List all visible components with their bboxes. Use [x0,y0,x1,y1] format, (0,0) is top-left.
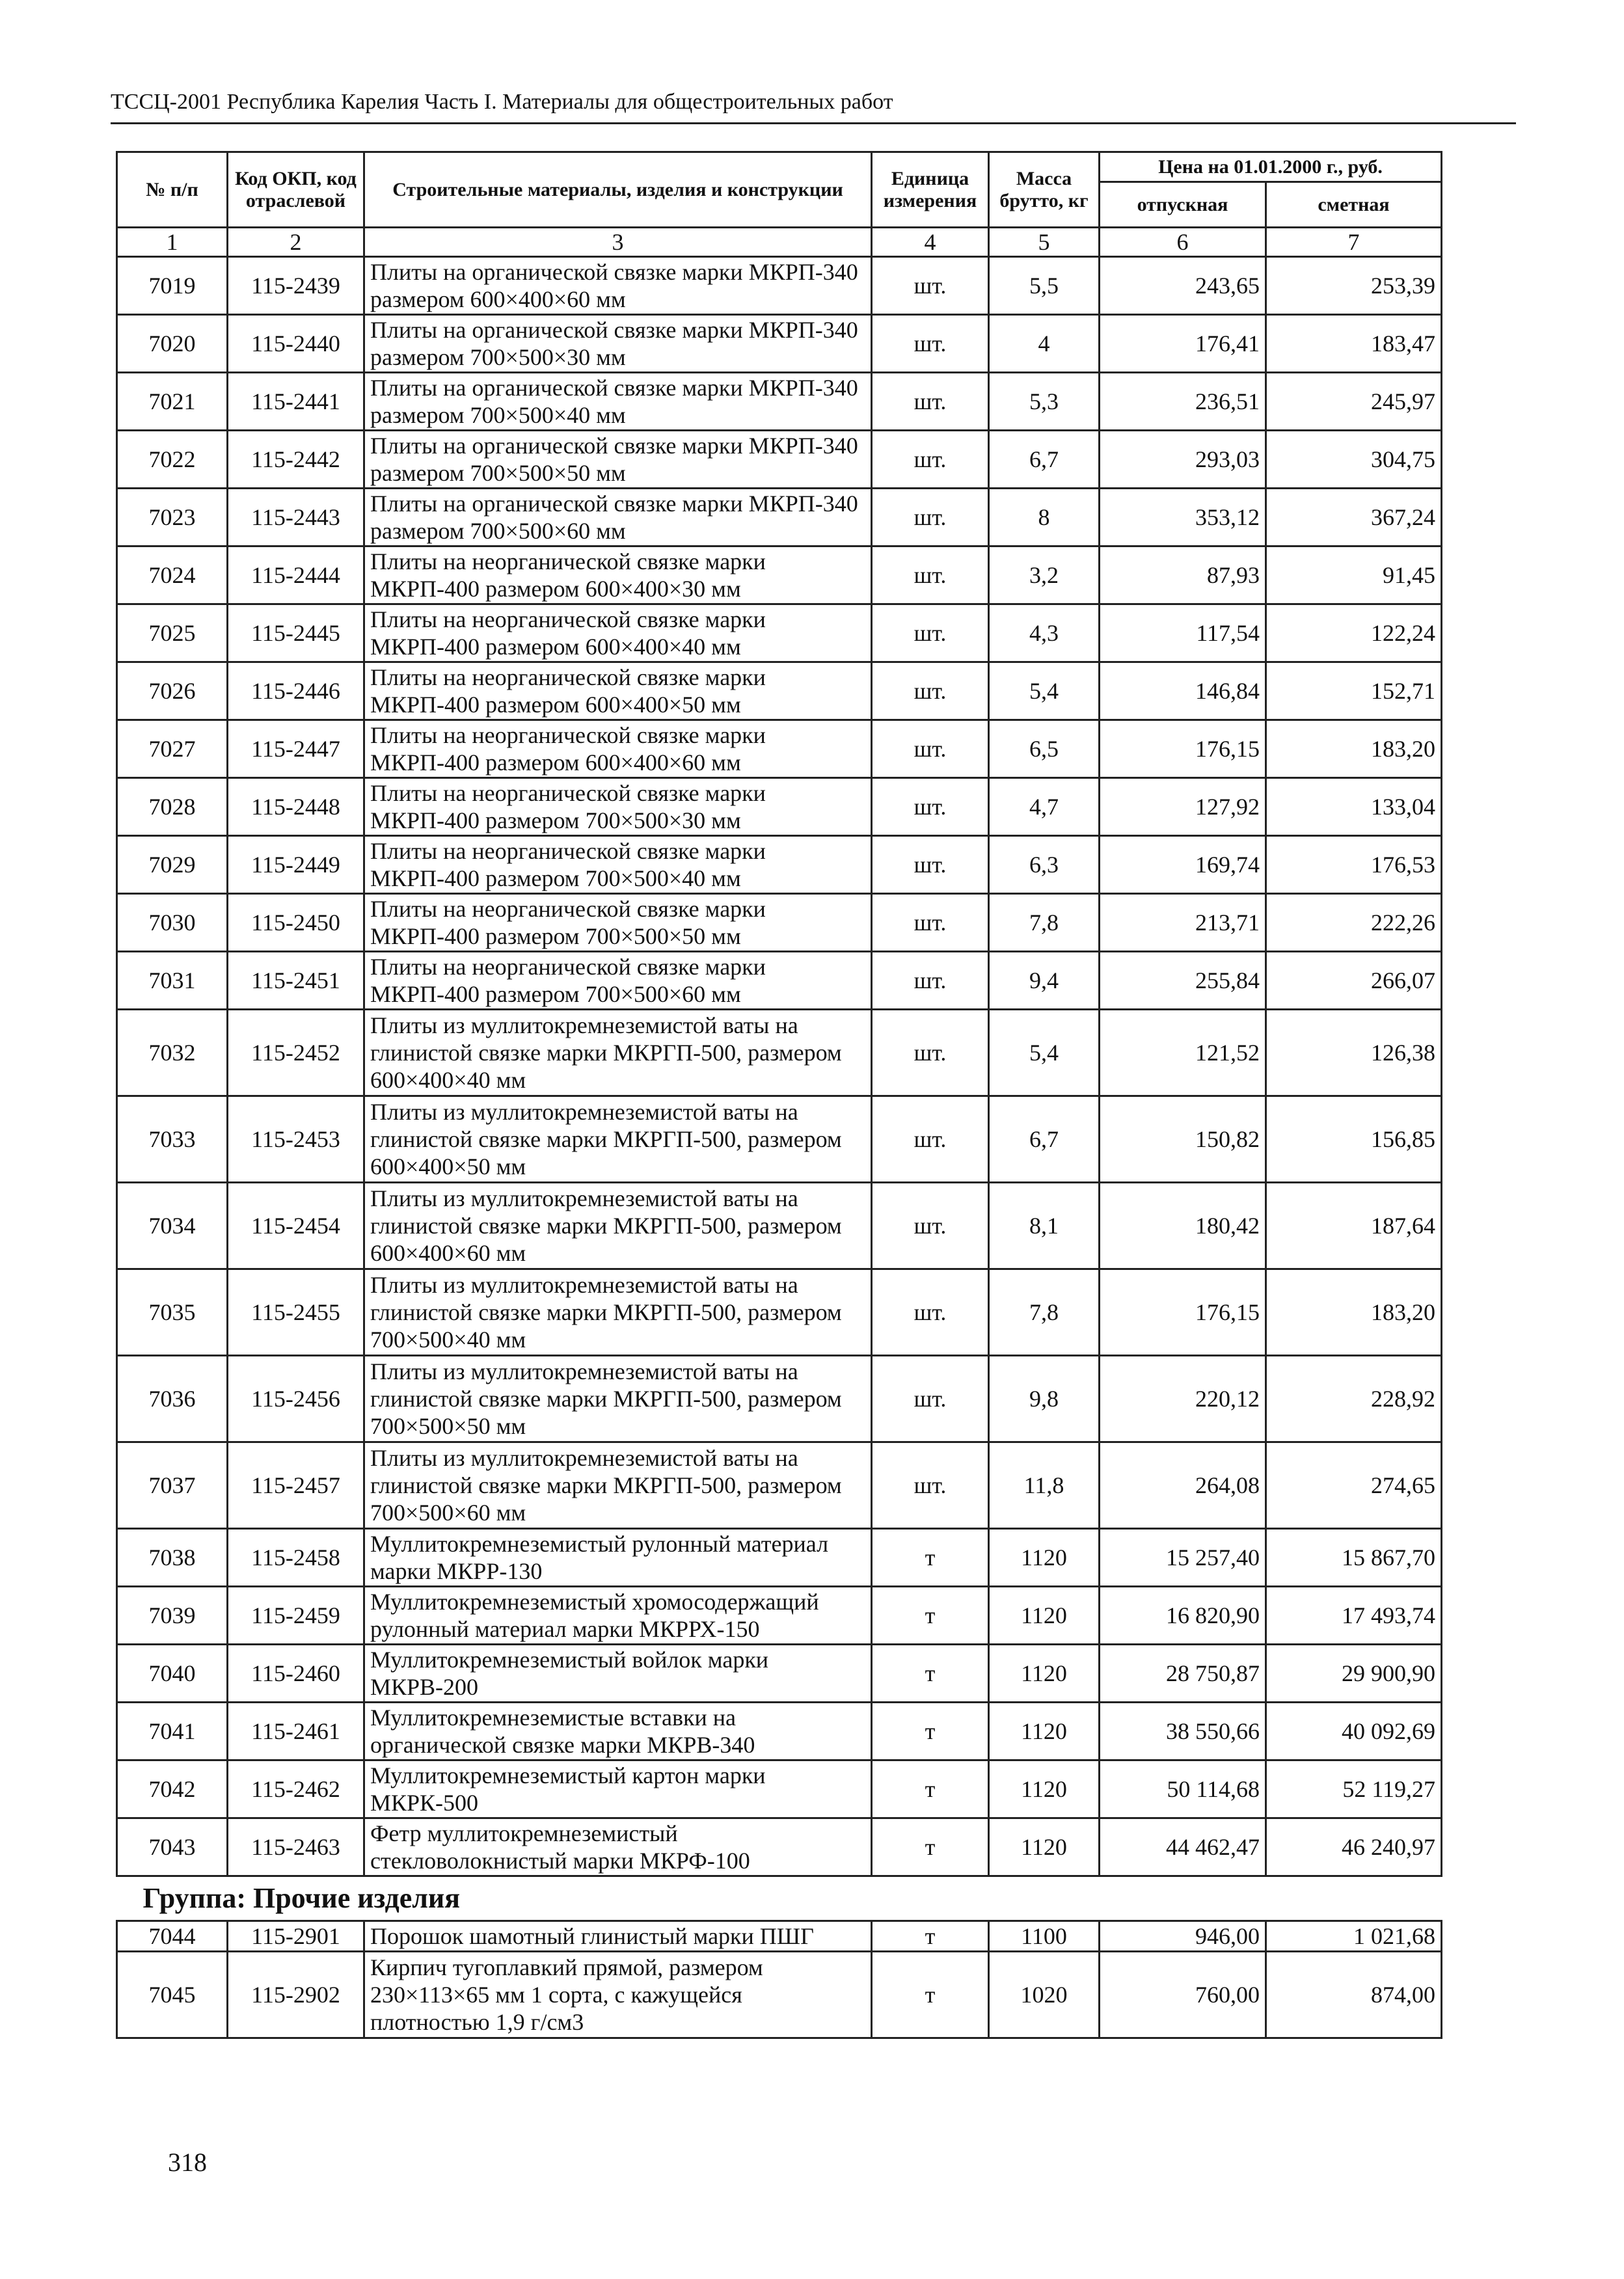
row-number: 7032 [117,1010,228,1096]
row-number: 7035 [117,1269,228,1356]
table-row [117,778,1442,836]
table-row [117,1529,1442,1587]
row-name: Плиты из муллитокремнеземистой ваты на глинистой связке марки МКРГП-500, размером 700×500×60 мм [364,1442,872,1529]
column-number: 5 [989,228,1100,257]
row-code: 115-2462 [228,1760,364,1818]
row-estimate: 874,00 [1266,1952,1442,2038]
row-mass: 1020 [989,1952,1100,2038]
table-row [117,1645,1442,1703]
row-estimate: 176,53 [1266,836,1442,894]
row-price: 38 550,66 [1100,1703,1266,1760]
group-row [117,1876,1442,1921]
row-price: 44 462,47 [1100,1818,1266,1876]
column-number: 3 [364,228,872,257]
row-estimate: 17 493,74 [1266,1587,1442,1645]
row-price: 243,65 [1100,257,1266,315]
row-estimate: 222,26 [1266,894,1442,952]
row-name: Плиты на неорганической связке марки МКРП-400 размером 600×400×30 мм [364,546,872,604]
row-code: 115-2457 [228,1442,364,1529]
row-name: Порошок шамотный глинистый марки ПШГ [364,1921,872,1952]
row-unit: т [872,1952,989,2038]
row-code: 115-2445 [228,604,364,662]
table-row [117,1356,1442,1442]
row-price: 176,15 [1100,1269,1266,1356]
row-code: 115-2442 [228,431,364,489]
row-code: 115-2452 [228,1010,364,1096]
row-code: 115-2441 [228,373,364,431]
table-row [117,836,1442,894]
row-price: 28 750,87 [1100,1645,1266,1703]
row-mass: 9,8 [989,1356,1100,1442]
row-unit: т [872,1645,989,1703]
row-estimate: 183,20 [1266,1269,1442,1356]
row-number: 7028 [117,778,228,836]
row-name: Муллитокремнеземистые вставки на органической связке марки МКРВ-340 [364,1703,872,1760]
row-code: 115-2440 [228,315,364,373]
row-mass: 6,7 [989,1096,1100,1183]
header-rule [111,122,1516,124]
row-price: 293,03 [1100,431,1266,489]
row-unit: шт. [872,315,989,373]
row-unit: шт. [872,1096,989,1183]
row-code: 115-2444 [228,546,364,604]
row-name: Плиты на органической связке марки МКРП-340 размером 700×500×50 мм [364,431,872,489]
column-number-row [117,228,1442,257]
row-estimate: 183,47 [1266,315,1442,373]
row-name: Плиты из муллитокремнеземистой ваты на глинистой связке марки МКРГП-500, размером 700×500×40 мм [364,1269,872,1356]
row-name: Плиты на неорганической связке марки МКРП-400 размером 700×500×60 мм [364,952,872,1010]
row-number: 7039 [117,1587,228,1645]
row-unit: шт. [872,836,989,894]
row-code: 115-2451 [228,952,364,1010]
page-number: 318 [168,2148,207,2177]
row-code: 115-2901 [228,1921,364,1952]
row-name: Фетр муллитокремнеземистый стекловолокнистый марки МКРФ-100 [364,1818,872,1876]
row-price: 117,54 [1100,604,1266,662]
row-unit: т [872,1818,989,1876]
row-estimate: 156,85 [1266,1096,1442,1183]
row-mass: 3,2 [989,546,1100,604]
row-code: 115-2461 [228,1703,364,1760]
row-mass: 9,4 [989,952,1100,1010]
row-price: 15 257,40 [1100,1529,1266,1587]
row-name: Плиты из муллитокремнеземистой ваты на глинистой связке марки МКРГП-500, размером 600×400×40 мм [364,1010,872,1096]
col-header-no: № п/п [117,152,228,228]
row-number: 7019 [117,257,228,315]
col-header-price: отпускная [1100,182,1266,228]
row-unit: шт. [872,952,989,1010]
row-price: 255,84 [1100,952,1266,1010]
row-mass: 5,4 [989,662,1100,720]
row-name: Плиты на неорганической связке марки МКРП-400 размером 600×400×50 мм [364,662,872,720]
row-unit: шт. [872,662,989,720]
row-price: 236,51 [1100,373,1266,431]
row-price: 150,82 [1100,1096,1266,1183]
materials-table [116,151,1442,2039]
row-unit: шт. [872,431,989,489]
row-name: Плиты на органической связке марки МКРП-340 размером 600×400×60 мм [364,257,872,315]
row-mass: 8,1 [989,1183,1100,1269]
row-mass: 5,3 [989,373,1100,431]
row-unit: шт. [872,489,989,546]
row-name: Муллитокремнеземистый войлок марки МКРВ-200 [364,1645,872,1703]
row-name: Плиты из муллитокремнеземистой ваты на глинистой связке марки МКРГП-500, размером 600×400×60 мм [364,1183,872,1269]
row-name: Муллитокремнеземистый хромосодержащий рулонный материал марки МКРРХ-150 [364,1587,872,1645]
row-number: 7037 [117,1442,228,1529]
row-name: Плиты на органической связке марки МКРП-340 размером 700×500×30 мм [364,315,872,373]
row-code: 115-2460 [228,1645,364,1703]
row-number: 7021 [117,373,228,431]
row-unit: т [872,1760,989,1818]
row-price: 353,12 [1100,489,1266,546]
row-price: 127,92 [1100,778,1266,836]
column-number: 6 [1100,228,1266,257]
table-row [117,1952,1442,2038]
col-header-mass: Масса брутто, кг [989,152,1100,228]
col-header-code: Код ОКП, код отраслевой [228,152,364,228]
row-unit: шт. [872,720,989,778]
row-price: 760,00 [1100,1952,1266,2038]
row-mass: 4,3 [989,604,1100,662]
row-price: 169,74 [1100,836,1266,894]
table-row [117,604,1442,662]
row-mass: 8 [989,489,1100,546]
row-code: 115-2446 [228,662,364,720]
table-row [117,1010,1442,1096]
row-number: 7043 [117,1818,228,1876]
row-estimate: 367,24 [1266,489,1442,546]
row-mass: 1120 [989,1703,1100,1760]
row-estimate: 91,45 [1266,546,1442,604]
row-code: 115-2443 [228,489,364,546]
row-estimate: 274,65 [1266,1442,1442,1529]
row-unit: шт. [872,1269,989,1356]
row-number: 7026 [117,662,228,720]
row-name: Плиты из муллитокремнеземистой ваты на глинистой связке марки МКРГП-500, размером 700×500×50 мм [364,1356,872,1442]
running-header: ТССЦ-2001 Республика Карелия Часть I. Материалы для общестроительных работ [111,90,893,114]
row-price: 220,12 [1100,1356,1266,1442]
column-number: 1 [117,228,228,257]
row-unit: шт. [872,373,989,431]
col-header-estimate: сметная [1266,182,1442,228]
col-header-price-group: Цена на 01.01.2000 г., руб. [1100,152,1442,182]
row-code: 115-2453 [228,1096,364,1183]
row-price: 121,52 [1100,1010,1266,1096]
column-number: 4 [872,228,989,257]
table-row [117,373,1442,431]
row-estimate: 52 119,27 [1266,1760,1442,1818]
row-number: 7042 [117,1760,228,1818]
table-row [117,315,1442,373]
row-code: 115-2456 [228,1356,364,1442]
row-number: 7027 [117,720,228,778]
row-estimate: 304,75 [1266,431,1442,489]
row-number: 7040 [117,1645,228,1703]
row-price: 946,00 [1100,1921,1266,1952]
row-estimate: 29 900,90 [1266,1645,1442,1703]
row-name: Плиты на неорганической связке марки МКРП-400 размером 700×500×30 мм [364,778,872,836]
row-number: 7044 [117,1921,228,1952]
row-estimate: 183,20 [1266,720,1442,778]
row-mass: 4,7 [989,778,1100,836]
row-unit: шт. [872,604,989,662]
row-mass: 6,7 [989,431,1100,489]
row-code: 115-2447 [228,720,364,778]
row-price: 16 820,90 [1100,1587,1266,1645]
row-mass: 6,5 [989,720,1100,778]
row-number: 7034 [117,1183,228,1269]
row-price: 264,08 [1100,1442,1266,1529]
row-price: 87,93 [1100,546,1266,604]
table-row [117,257,1442,315]
row-mass: 1120 [989,1529,1100,1587]
table-row [117,952,1442,1010]
table-row [117,1587,1442,1645]
row-name: Плиты из муллитокремнеземистой ваты на глинистой связке марки МКРГП-500, размером 600×400×50 мм [364,1096,872,1183]
row-price: 180,42 [1100,1183,1266,1269]
row-name: Кирпич тугоплавкий прямой, размером 230×113×65 мм 1 сорта, с кажущейся плотностью 1,9 г/см3 [364,1952,872,2038]
row-code: 115-2439 [228,257,364,315]
row-estimate: 40 092,69 [1266,1703,1442,1760]
table-row [117,1183,1442,1269]
table-row [117,1760,1442,1818]
row-code: 115-2455 [228,1269,364,1356]
row-number: 7025 [117,604,228,662]
row-estimate: 126,38 [1266,1010,1442,1096]
row-mass: 1120 [989,1587,1100,1645]
row-estimate: 187,64 [1266,1183,1442,1269]
row-estimate: 46 240,97 [1266,1818,1442,1876]
row-estimate: 15 867,70 [1266,1529,1442,1587]
row-estimate: 266,07 [1266,952,1442,1010]
row-name: Муллитокремнеземистый картон марки МКРК-500 [364,1760,872,1818]
table-row [117,489,1442,546]
row-estimate: 228,92 [1266,1356,1442,1442]
row-unit: т [872,1587,989,1645]
row-mass: 6,3 [989,836,1100,894]
col-header-name: Строительные материалы, изделия и конструкции [364,152,872,228]
row-number: 7041 [117,1703,228,1760]
table-row [117,1921,1442,1952]
row-price: 176,41 [1100,315,1266,373]
row-name: Плиты на неорганической связке марки МКРП-400 размером 600×400×60 мм [364,720,872,778]
row-unit: шт. [872,1356,989,1442]
row-mass: 4 [989,315,1100,373]
row-number: 7029 [117,836,228,894]
group-title: Группа: Прочие изделия [117,1876,1442,1921]
row-unit: т [872,1921,989,1952]
row-unit: шт. [872,778,989,836]
row-mass: 7,8 [989,894,1100,952]
row-number: 7024 [117,546,228,604]
row-number: 7036 [117,1356,228,1442]
row-number: 7020 [117,315,228,373]
row-unit: шт. [872,1442,989,1529]
row-name: Плиты на органической связке марки МКРП-340 размером 700×500×60 мм [364,489,872,546]
table-row [117,894,1442,952]
row-code: 115-2902 [228,1952,364,2038]
row-name: Муллитокремнеземистый рулонный материал марки МКРР-130 [364,1529,872,1587]
row-name: Плиты на неорганической связке марки МКРП-400 размером 700×500×40 мм [364,836,872,894]
row-estimate: 122,24 [1266,604,1442,662]
row-name: Плиты на неорганической связке марки МКРП-400 размером 600×400×40 мм [364,604,872,662]
row-mass: 5,5 [989,257,1100,315]
row-number: 7022 [117,431,228,489]
row-estimate: 1 021,68 [1266,1921,1442,1952]
row-code: 115-2458 [228,1529,364,1587]
row-estimate: 133,04 [1266,778,1442,836]
row-code: 115-2459 [228,1587,364,1645]
row-price: 176,15 [1100,720,1266,778]
row-number: 7045 [117,1952,228,2038]
row-unit: шт. [872,1010,989,1096]
row-unit: шт. [872,257,989,315]
row-mass: 7,8 [989,1269,1100,1356]
row-code: 115-2449 [228,836,364,894]
row-unit: т [872,1703,989,1760]
table-row [117,720,1442,778]
row-mass: 11,8 [989,1442,1100,1529]
column-number: 2 [228,228,364,257]
row-mass: 1100 [989,1921,1100,1952]
column-number: 7 [1266,228,1442,257]
row-price: 213,71 [1100,894,1266,952]
row-code: 115-2448 [228,778,364,836]
col-header-unit: Единица измерения [872,152,989,228]
table-row [117,1096,1442,1183]
row-name: Плиты на органической связке марки МКРП-340 размером 700×500×40 мм [364,373,872,431]
table-row [117,1269,1442,1356]
table-row [117,1818,1442,1876]
table-row [117,1703,1442,1760]
row-mass: 5,4 [989,1010,1100,1096]
row-unit: шт. [872,546,989,604]
table-row [117,662,1442,720]
row-code: 115-2454 [228,1183,364,1269]
row-mass: 1120 [989,1645,1100,1703]
row-number: 7031 [117,952,228,1010]
table-row [117,431,1442,489]
row-number: 7033 [117,1096,228,1183]
row-code: 115-2450 [228,894,364,952]
row-number: 7038 [117,1529,228,1587]
row-estimate: 152,71 [1266,662,1442,720]
row-name: Плиты на неорганической связке марки МКРП-400 размером 700×500×50 мм [364,894,872,952]
row-mass: 1120 [989,1818,1100,1876]
row-number: 7030 [117,894,228,952]
row-number: 7023 [117,489,228,546]
row-price: 146,84 [1100,662,1266,720]
row-price: 50 114,68 [1100,1760,1266,1818]
row-estimate: 253,39 [1266,257,1442,315]
table-row [117,546,1442,604]
row-estimate: 245,97 [1266,373,1442,431]
row-mass: 1120 [989,1760,1100,1818]
row-unit: шт. [872,894,989,952]
row-code: 115-2463 [228,1818,364,1876]
row-unit: т [872,1529,989,1587]
row-unit: шт. [872,1183,989,1269]
table-row [117,1442,1442,1529]
